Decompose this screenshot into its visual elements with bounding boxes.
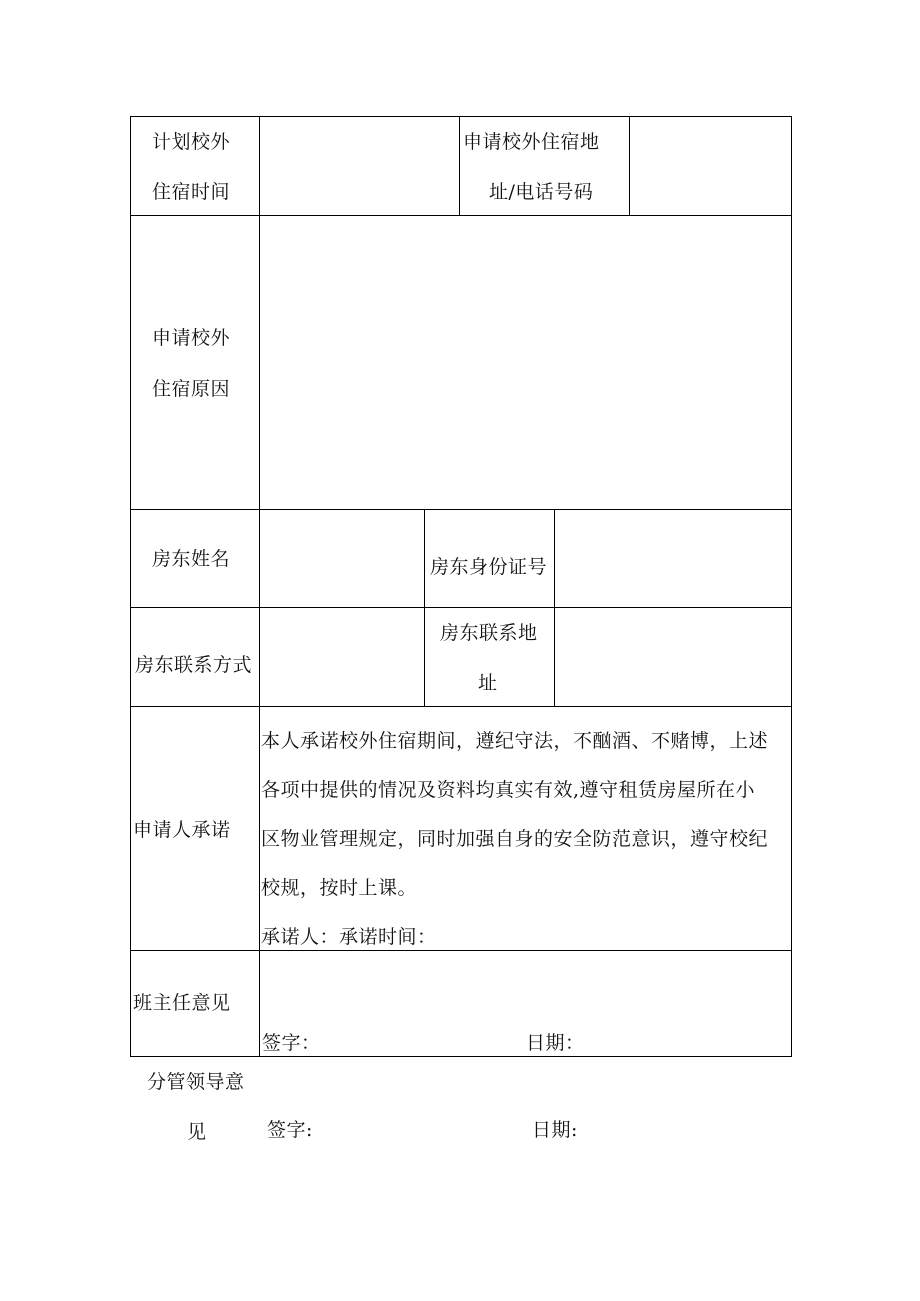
column-divider: [259, 116, 260, 1057]
leader-opinion-label: 分管领导意: [147, 1071, 245, 1093]
pledge-line: 区物业管理规定，同时加强自身的安全防范意识，遵守校纪: [261, 828, 769, 850]
landlord-address-field[interactable]: [556, 609, 790, 705]
leader-sign-label: 签字:: [267, 1119, 313, 1141]
table-border: [791, 116, 792, 1057]
reason-label: 申请校外: [152, 327, 231, 349]
table-border: [130, 116, 131, 1057]
row-divider: [130, 706, 792, 707]
teacher-sign-label: 签字：: [262, 1032, 321, 1054]
pledge-line: 本人承诺校外住宿期间，遵纪守法，不酗酒、不赌博，上述: [261, 730, 769, 752]
leader-date-label: 日期:: [532, 1119, 578, 1141]
landlord-id-label: 房东身份证号: [430, 556, 548, 578]
address-phone-field[interactable]: [631, 118, 790, 214]
plan-time-label-line2: 住宿时间: [152, 181, 231, 203]
landlord-id-field[interactable]: [556, 511, 790, 606]
landlord-name-field[interactable]: [261, 511, 423, 606]
pledge-line: 校规，按时上课。: [261, 877, 418, 899]
pledge-text: [261, 717, 768, 962]
plan-time-label: 计划校外: [152, 131, 231, 153]
pledge-line: 各项中提供的情况及资料均真实有效,遵守租赁房屋所在小: [261, 779, 756, 801]
column-divider: [424, 509, 425, 707]
reason-label-line2: 住宿原因: [152, 378, 231, 400]
column-divider: [554, 509, 555, 707]
table-border: [130, 116, 792, 117]
landlord-address-label: 房东联系地: [440, 622, 538, 644]
row-divider: [130, 509, 792, 510]
landlord-name-label: 房东姓名: [152, 548, 231, 570]
teacher-opinion-label: 班主任意见: [133, 992, 231, 1014]
row-divider: [130, 215, 792, 216]
leader-opinion-label-line2: 见: [187, 1121, 207, 1143]
row-divider: [130, 607, 792, 608]
address-label-line2: 址/电话号码: [489, 181, 594, 203]
column-divider: [629, 116, 630, 216]
table-border: [130, 1056, 792, 1057]
column-divider: [459, 116, 460, 216]
teacher-date-label: 日期：: [526, 1032, 585, 1054]
pledge-label: 申请人承诺: [133, 819, 231, 841]
landlord-address-label-line2: 址: [478, 672, 498, 694]
plan-time-field[interactable]: [261, 118, 458, 214]
reason-field[interactable]: [261, 217, 790, 508]
teacher-opinion-field[interactable]: [261, 952, 790, 1022]
address-label: 申请校外住宿地: [463, 131, 600, 153]
pledge-signer-line: 承诺人：承诺时间：: [261, 926, 437, 948]
landlord-contact-label: 房东联系方式: [135, 654, 253, 676]
landlord-contact-field[interactable]: [261, 609, 423, 705]
